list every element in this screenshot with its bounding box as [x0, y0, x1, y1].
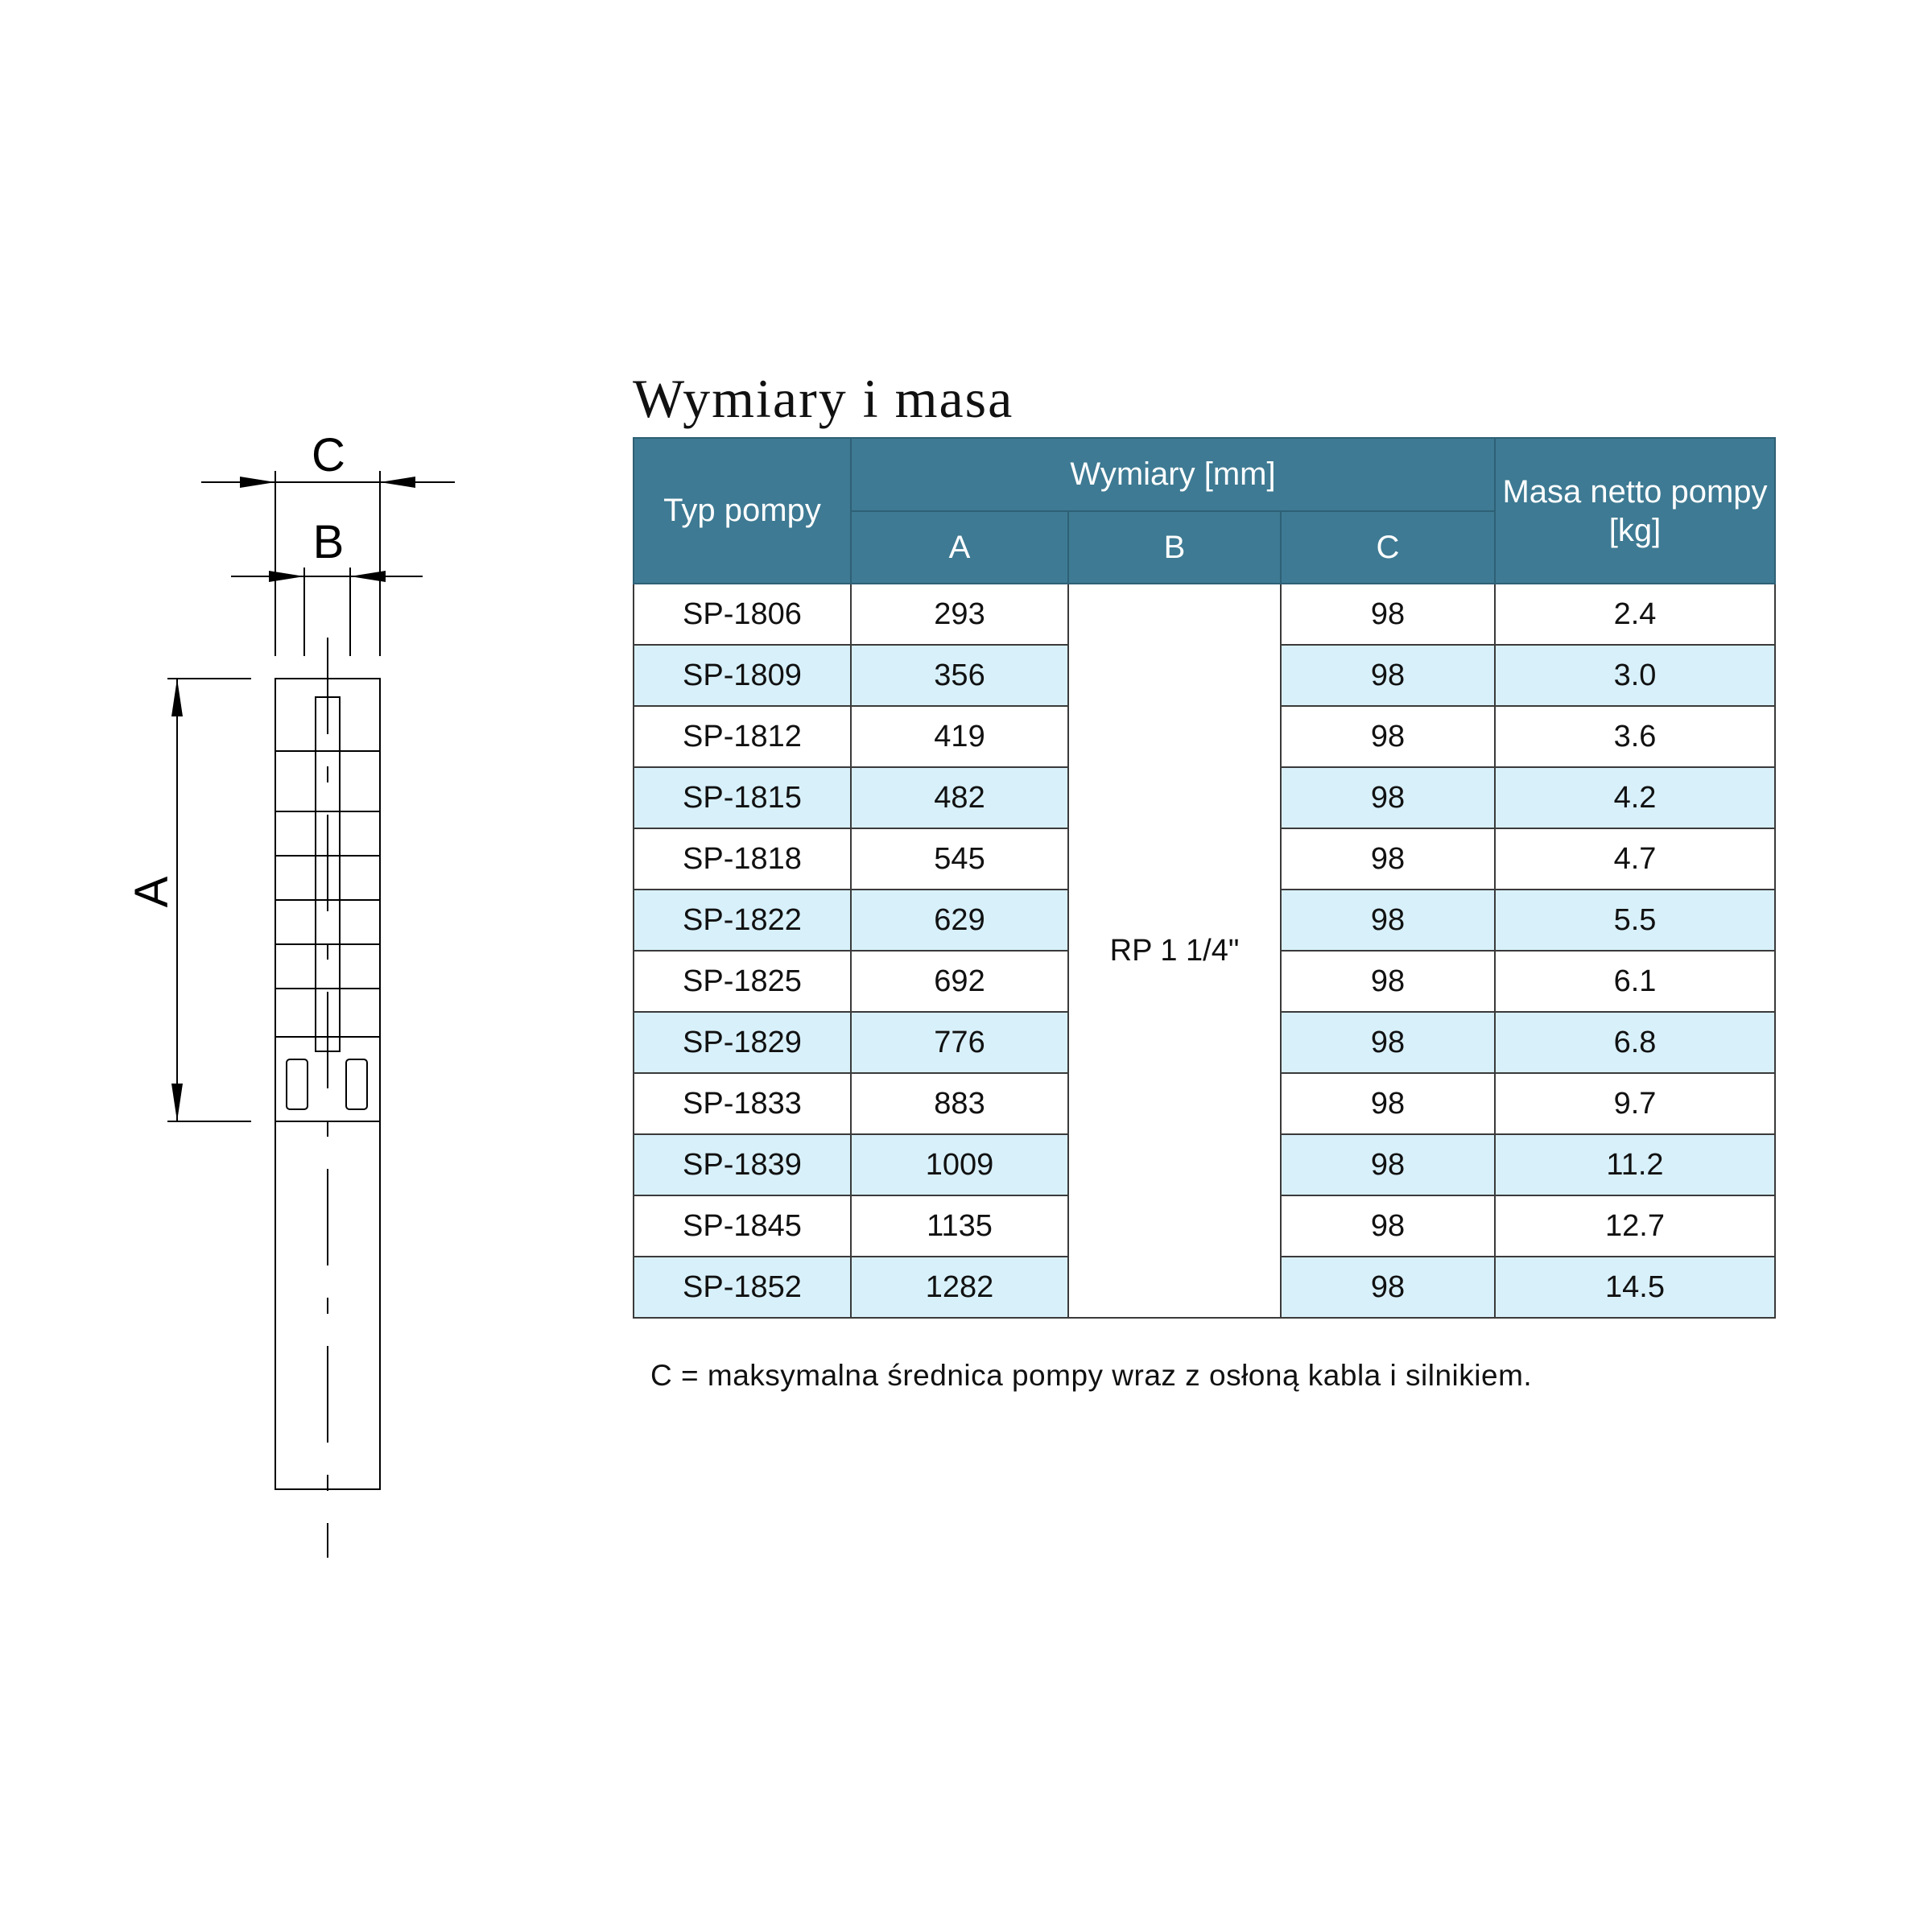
- cell-type: SP-1818: [634, 828, 851, 890]
- header-dim-a: A: [851, 511, 1068, 584]
- intake-slot-left: [287, 1059, 308, 1109]
- cell-c: 98: [1281, 1134, 1495, 1195]
- cell-c: 98: [1281, 828, 1495, 890]
- dimensions-mass-table: [633, 437, 1776, 1319]
- header-dim-b: B: [1068, 511, 1281, 584]
- header-net-mass-label: Masa netto pompy [kg]: [1502, 473, 1768, 548]
- cell-type: SP-1839: [634, 1134, 851, 1195]
- cell-type: SP-1822: [634, 890, 851, 951]
- cell-a: 776: [851, 1012, 1068, 1073]
- dim-c-label: C: [312, 429, 345, 481]
- cell-type: SP-1829: [634, 1012, 851, 1073]
- cell-a: 419: [851, 706, 1068, 767]
- cell-a: 482: [851, 767, 1068, 828]
- cell-type: SP-1825: [634, 951, 851, 1012]
- cell-mass: 2.4: [1495, 584, 1775, 645]
- cell-mass: 6.8: [1495, 1012, 1775, 1073]
- cell-type: SP-1812: [634, 706, 851, 767]
- cell-type: SP-1852: [634, 1257, 851, 1318]
- cell-c: 98: [1281, 706, 1495, 767]
- header-dimensions: Wymiary [mm]: [851, 438, 1495, 511]
- cell-mass: 3.0: [1495, 645, 1775, 706]
- cell-mass: 3.6: [1495, 706, 1775, 767]
- cell-c: 98: [1281, 584, 1495, 645]
- cell-c: 98: [1281, 1073, 1495, 1134]
- cell-c: 98: [1281, 951, 1495, 1012]
- cell-a: 293: [851, 584, 1068, 645]
- cell-a: 629: [851, 890, 1068, 951]
- cell-mass: 9.7: [1495, 1073, 1775, 1134]
- cell-mass: 5.5: [1495, 890, 1775, 951]
- cell-type: SP-1815: [634, 767, 851, 828]
- dim-b-label: B: [312, 516, 345, 568]
- cell-mass: 14.5: [1495, 1257, 1775, 1318]
- footnote: C = maksymalna średnica pompy wraz z osłoną kabla i silnikiem.: [650, 1359, 1533, 1392]
- header-pump-type: Typ pompy: [634, 438, 851, 584]
- cell-type: SP-1845: [634, 1195, 851, 1257]
- cell-a: 1282: [851, 1257, 1068, 1318]
- cell-c: 98: [1281, 1012, 1495, 1073]
- cell-c: 98: [1281, 1195, 1495, 1257]
- cell-c: 98: [1281, 767, 1495, 828]
- cell-c: 98: [1281, 1257, 1495, 1318]
- header-net-mass: [1495, 438, 1775, 584]
- cell-mass: 11.2: [1495, 1134, 1775, 1195]
- cell-a: 545: [851, 828, 1068, 890]
- cell-a: 883: [851, 1073, 1068, 1134]
- cell-a: 1135: [851, 1195, 1068, 1257]
- header-dim-c: C: [1281, 511, 1495, 584]
- cell-c: 98: [1281, 645, 1495, 706]
- cell-a: 692: [851, 951, 1068, 1012]
- section-title: Wymiary i masa: [633, 368, 1014, 429]
- cell-mass: 4.2: [1495, 767, 1775, 828]
- cell-c: 98: [1281, 890, 1495, 951]
- pump-dimension-drawing: [0, 0, 564, 1932]
- cell-mass: 4.7: [1495, 828, 1775, 890]
- cell-mass: 6.1: [1495, 951, 1775, 1012]
- cell-mass: 12.7: [1495, 1195, 1775, 1257]
- table-row: [634, 584, 1775, 645]
- cell-a: 356: [851, 645, 1068, 706]
- cell-type: SP-1833: [634, 1073, 851, 1134]
- dim-a-label: A: [126, 876, 178, 908]
- cell-a: 1009: [851, 1134, 1068, 1195]
- cell-b-merged: RP 1 1/4": [1068, 584, 1281, 1318]
- cell-type: SP-1806: [634, 584, 851, 645]
- cell-type: SP-1809: [634, 645, 851, 706]
- intake-slot-right: [346, 1059, 367, 1109]
